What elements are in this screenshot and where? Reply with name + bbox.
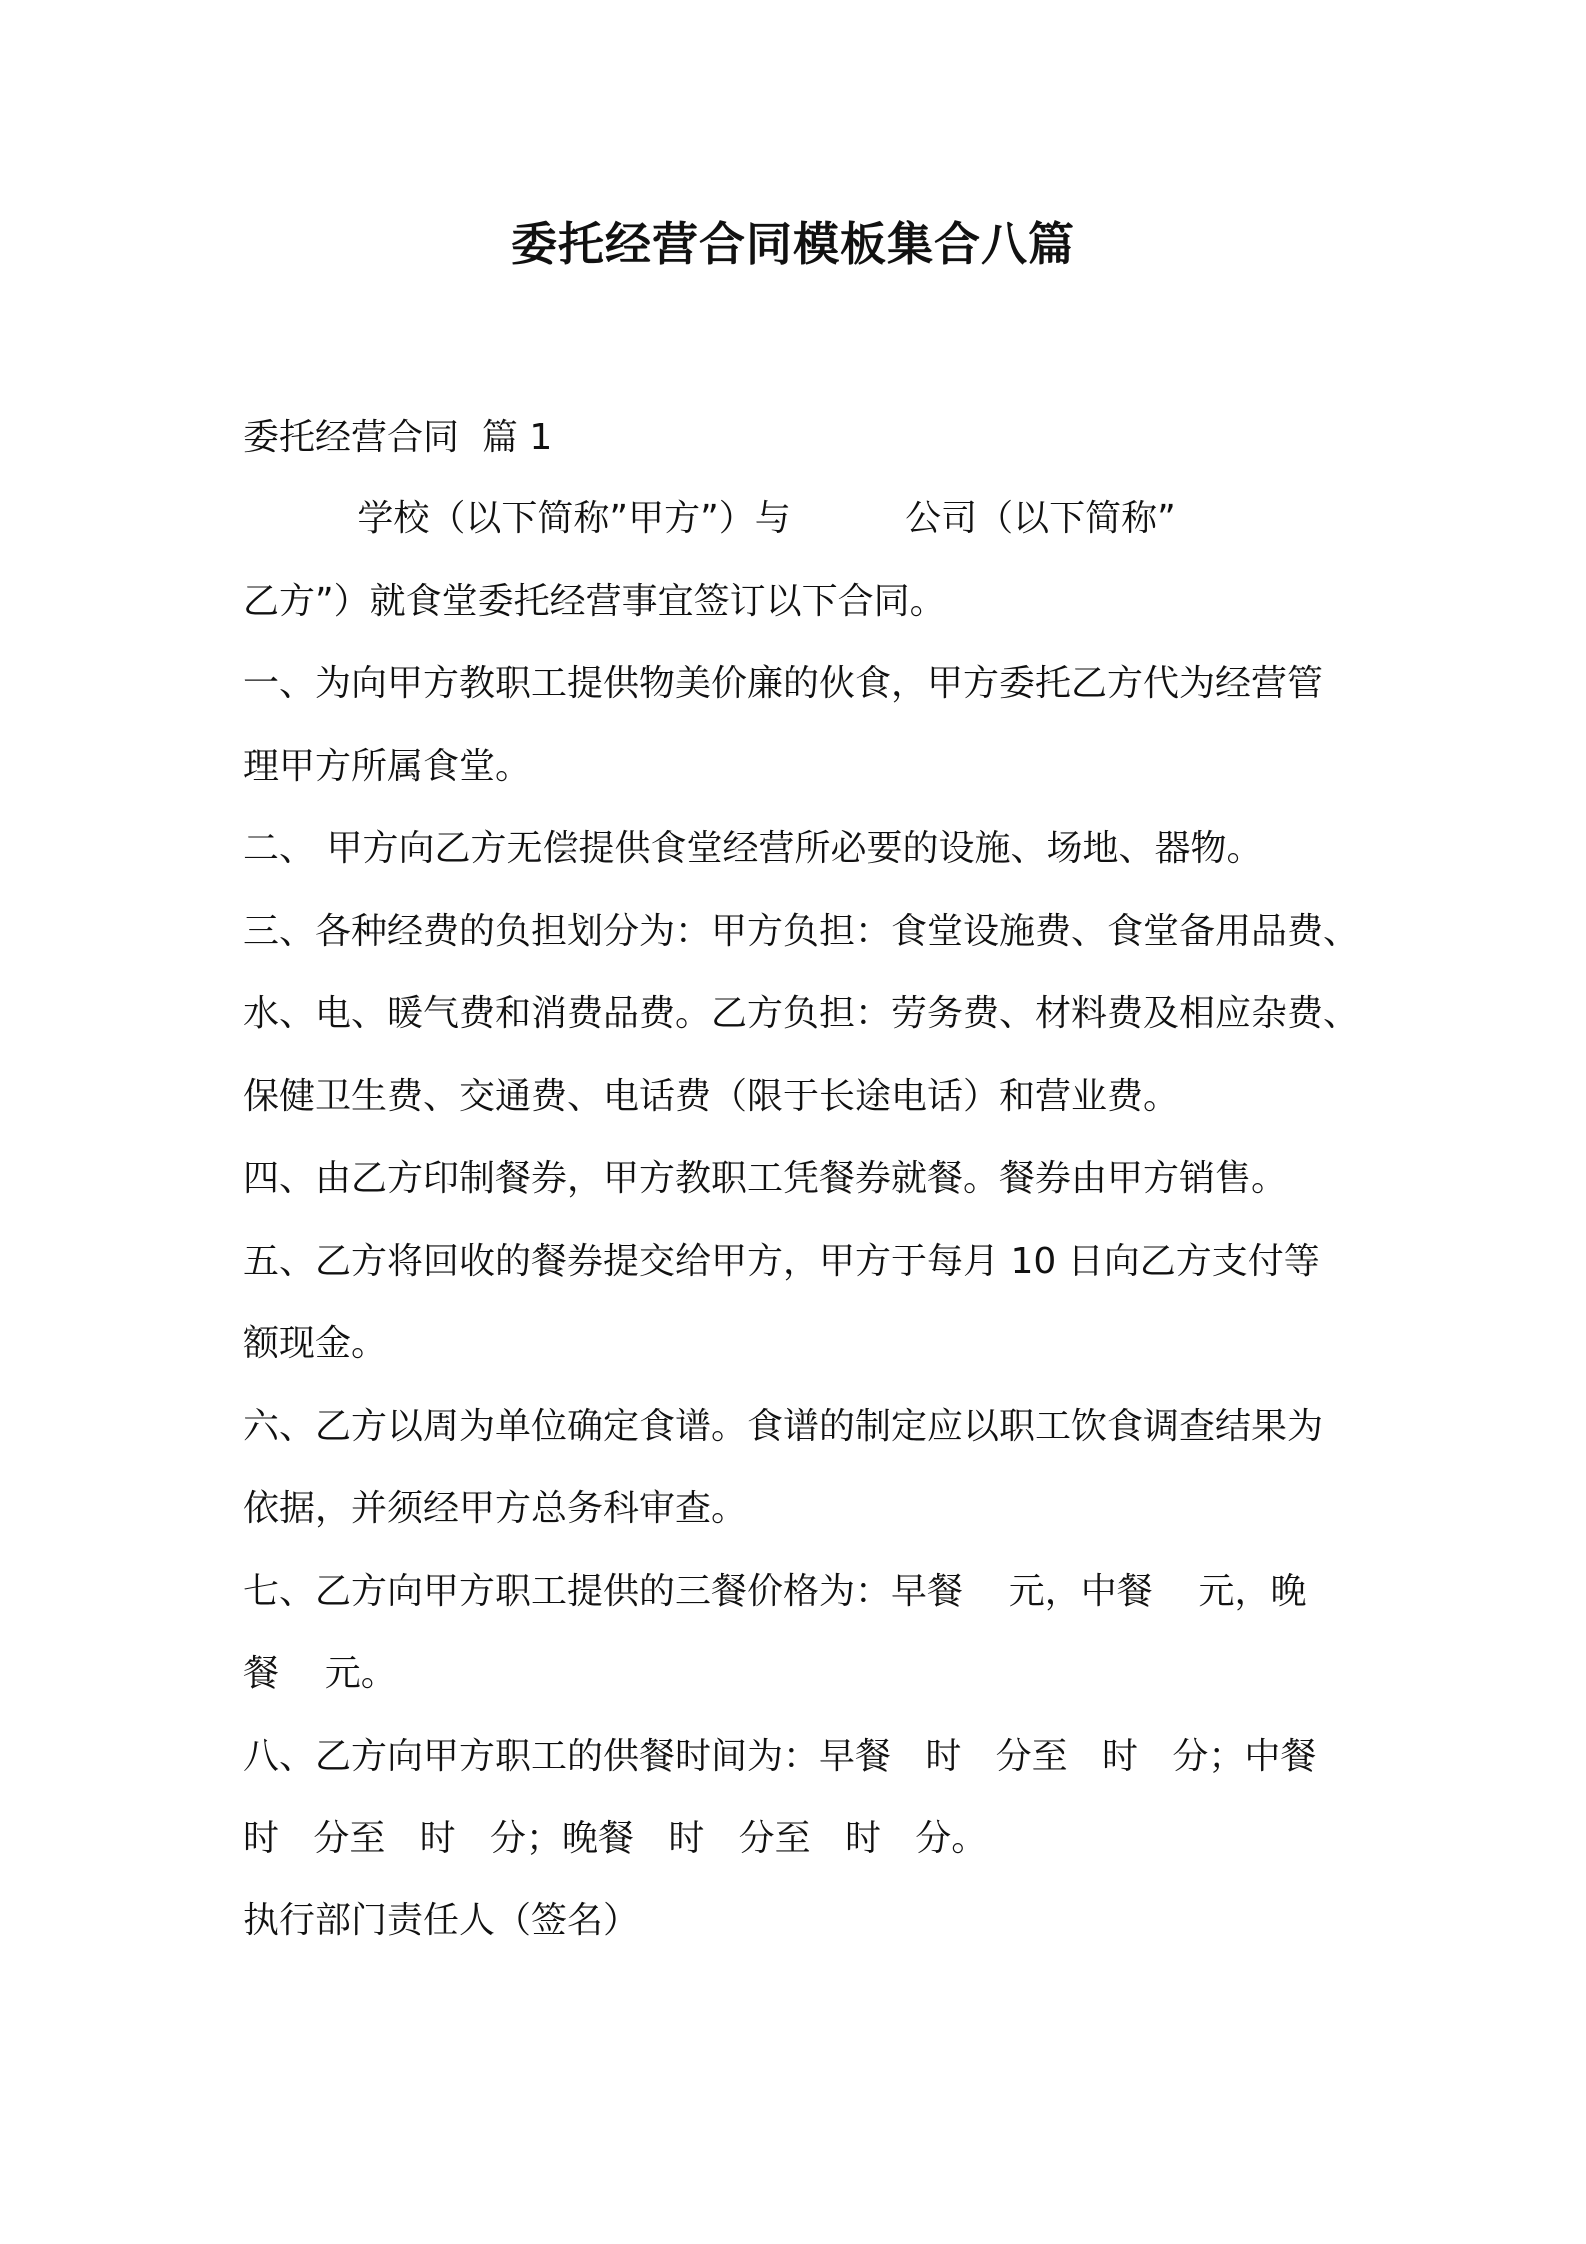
clause-8-line-1: 八、乙方向甲方职工的供餐时间为：早餐 时 分至 时 分；中餐 [243,1736,1317,1777]
clause-3-line-2: 水、电、暖气费和消费品费。乙方负担：劳务费、材料费及相应杂费、 [243,993,1360,1034]
clause-7-line-2: 餐 元。 [243,1653,397,1694]
clause-3-line-3: 保健卫生费、交通费、电话费（限于长途电话）和营业费。 [243,1076,1180,1117]
clause-1-line-1: 一、为向甲方教职工提供物美价廉的伙食，甲方委托乙方代为经营管 [243,663,1324,704]
paragraph-intro-line-1: 学校（以下简称”甲方”）与 公司（以下简称” [243,498,1176,539]
clause-1-line-2: 理甲方所属食堂。 [243,746,532,787]
clause-6-line-2: 依据，并须经甲方总务科审查。 [243,1488,748,1529]
clause-5-line-1: 五、乙方将回收的餐券提交给甲方，甲方于每月 10 日向乙方支付等 [243,1241,1320,1282]
document-title: 委托经营合同模板集合八篇 [511,217,1075,271]
clause-2: 二、 甲方向乙方无偿提供食堂经营所必要的设施、场地、器物。 [243,828,1263,869]
clause-4: 四、由乙方印制餐券，甲方教职工凭餐券就餐。餐券由甲方销售。 [243,1158,1288,1199]
section-heading: 委托经营合同 篇 1 [243,417,553,458]
clause-3-line-1: 三、各种经费的负担划分为：甲方负担：食堂设施费、食堂备用品费、 [243,911,1360,952]
paragraph-intro-line-2: 乙方”）就食堂委托经营事宜签订以下合同。 [243,581,946,622]
clause-7-line-1: 七、乙方向甲方职工提供的三餐价格为：早餐 元，中餐 元，晚 [243,1571,1307,1612]
clause-5-line-2: 额现金。 [243,1323,388,1364]
signature-line: 执行部门责任人（签名） [243,1900,640,1941]
clause-8-line-2: 时 分至 时 分；晚餐 时 分至 时 分。 [243,1818,988,1859]
clause-6-line-1: 六、乙方以周为单位确定食谱。食谱的制定应以职工饮食调查结果为 [243,1406,1324,1447]
